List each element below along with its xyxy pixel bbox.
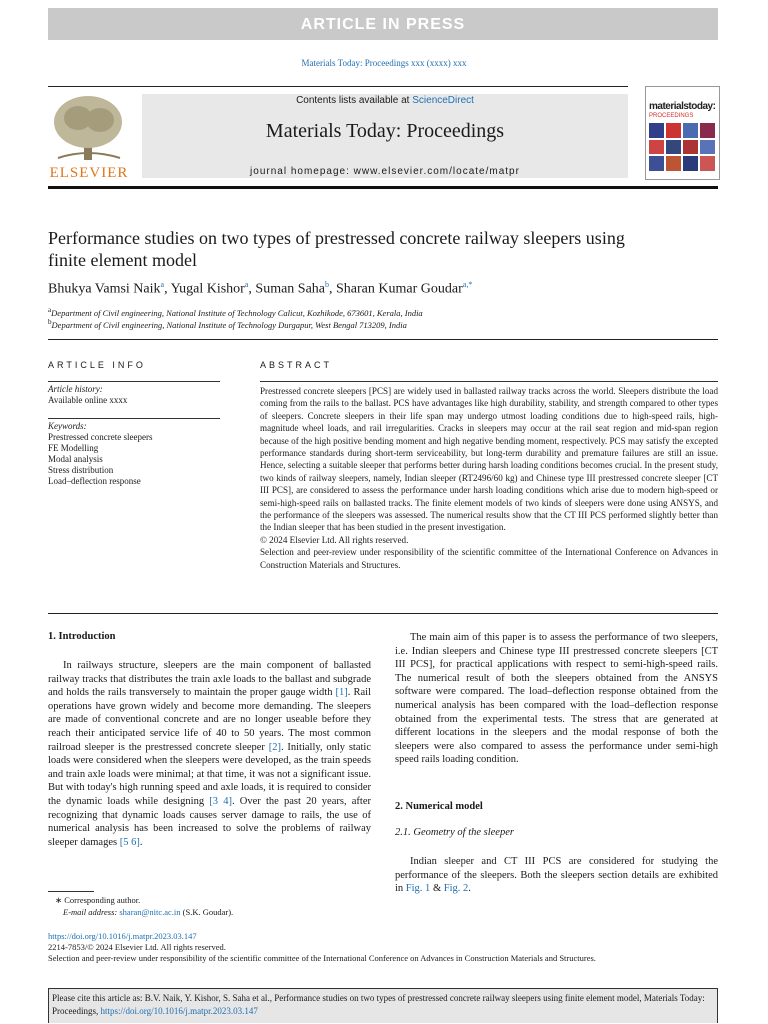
- numerical-text: &: [430, 883, 444, 895]
- section-heading-introduction: 1. Introduction: [48, 631, 116, 642]
- reference-link[interactable]: [2]: [268, 741, 281, 753]
- numerical-paragraph-1: [395, 855, 718, 896]
- journal-citation-link[interactable]: Materials Today: Proceedings xxx (xxxx) xxx: [301, 58, 467, 68]
- numerical-text: Indian sleeper and CT III PCS are considered for studying the performance of the sleepers. Both the sleepers section details are exhibited in: [395, 856, 718, 895]
- intro-text: . Over the past 20 years, after recognizing that dynamic loads causes server damage to rails, the use of numerical analysis has been increased to solve the problems of railway sleeper damages: [48, 795, 371, 848]
- article-info-heading: ARTICLE INFO: [48, 360, 146, 370]
- reference-link[interactable]: [3 4]: [209, 795, 232, 807]
- affiliation-a: [48, 306, 423, 318]
- issn-copyright: 2214-7853/© 2024 Elsevier Ltd. All rights reserved.: [48, 942, 226, 952]
- affiliation-sup: b: [48, 318, 52, 326]
- keyword: Stress distribution: [48, 465, 114, 475]
- subsection-heading-geometry: 2.1. Geometry of the sleeper: [395, 827, 514, 838]
- abstract-body: [260, 385, 718, 571]
- author-affil-sup[interactable]: a,*: [462, 280, 473, 289]
- journal-cover-thumbnail: [645, 86, 720, 180]
- intro-text: . Initially, only static loads were considered when the sleepers were developed, as the train speeds and train axle loads were minimal; at that time, it was not a significant issue. But with today's high running speed and axle loads, it is required to consider the dynamic loads while designing: [48, 741, 371, 807]
- intro-text: In railways structure, sleepers are the main component of ballasted railway tracks that distributes the train axle loads to the ballast and subgrade and holds the rails transversely to maintain the proper gauge width: [48, 660, 371, 699]
- contents-prefix: Contents lists available at: [296, 95, 413, 106]
- numerical-text: .: [468, 883, 471, 895]
- intro-paragraph-1: [48, 659, 371, 849]
- keyword: Modal analysis: [48, 454, 103, 464]
- article-title: Performance studies on two types of prestressed concrete railway sleepers using finite element model: [48, 228, 625, 270]
- doi-link[interactable]: https://doi.org/10.1016/j.matpr.2023.03.147: [48, 931, 197, 941]
- affiliation-b: [48, 318, 407, 330]
- intro-text: . Rail operations have grown widely and become more demanding. The sleepers are made of conventional concrete and are no longer useable before they reach their anticipated service life of 40 to 50 years. The most common railroad sleeper is the prestressed concrete sleeper: [48, 687, 371, 753]
- cite-this-article-text: [52, 992, 716, 1018]
- history-value: Available online xxxx: [48, 395, 128, 405]
- author-affil-sup[interactable]: b: [325, 280, 330, 289]
- journal-title: Materials Today: Proceedings: [265, 120, 505, 142]
- abstract-copyright: © 2024 Elsevier Ltd. All rights reserved.: [260, 534, 409, 545]
- info-rule-1: [48, 381, 220, 382]
- abstract-bottom-rule: [48, 613, 718, 614]
- header-bottom-rule: [48, 186, 718, 189]
- footnote-corr-text: Corresponding author.: [64, 895, 141, 905]
- affiliation-text: Department of Civil engineering, National Institute of Technology Calicut, Kozhikode, 673601, Kerala, India: [51, 307, 423, 318]
- figure-link[interactable]: Fig. 2: [443, 883, 469, 895]
- footnote-corresponding: [55, 895, 140, 906]
- author-list: [48, 280, 718, 298]
- abstract-rule: [260, 381, 718, 382]
- author-separator: ,: [329, 281, 337, 297]
- author-name[interactable]: Yugal Kishor: [170, 281, 245, 297]
- elsevier-wordmark: ELSEVIER: [49, 165, 129, 181]
- cover-title-a: materials: [649, 101, 689, 112]
- article-in-press-banner: ARTICLE IN PRESS: [48, 8, 718, 40]
- footnote-email: [63, 907, 233, 917]
- email-label: E-mail address:: [63, 907, 120, 917]
- cover-title-c: PROCEEDINGS: [649, 113, 694, 119]
- header-top-rule: [48, 86, 628, 87]
- footnote-star: ∗: [55, 895, 65, 905]
- email-owner: (S.K. Goudar).: [180, 907, 234, 917]
- keywords-list: [48, 432, 152, 487]
- author-affil-sup[interactable]: a: [160, 280, 165, 289]
- intro-paragraph-2: [395, 631, 718, 767]
- history-label: Article history:: [48, 384, 103, 394]
- footnote-rule: [48, 891, 94, 892]
- affiliation-sup: a: [48, 306, 52, 314]
- intro-text: .: [139, 836, 143, 848]
- contents-line: [142, 95, 628, 106]
- info-rule-2: [48, 418, 220, 419]
- keyword: Prestressed concrete sleepers: [48, 432, 153, 442]
- cite-text: Please cite this article as: B.V. Naik, Y. Kishor, S. Saha et al., Performance studies on two types of prestressed concrete railway sleepers using finite element model, Materials Today: Proceedings,: [52, 993, 705, 1016]
- abstract-text: Prestressed concrete sleepers [PCS] are widely used in ballasted railway tracks across the world. Sleepers distribute the load coming from the rails to the ballast. PCS have advantages like high durability, stability, and strength compared to other types of sleepers. Concrete sleepers in their life span may undergo utmost loading conditions due to high-speed rails, high-magnitude wheel loads, and rail irregularities. Cracks in sleepers may occur at the rail seat region and mid-span region because of the high positive bending moment and high negative bending moment, respectively. PCS may satisfy the excepted performance standards during short-term serviceability, but long-term durability and premature failures are still an issue. Hence, selecting a suitable sleeper that performs better during harsh loading conditions becomes crucial. In the present study, two kinds of railway sleepers, namely, Indian sleeper (RT2496/60 kg) and Chinese type III prestressed concrete sleeper [CT III PCS], are considered to assess the performance under harsh loading conditions which arise due to modern high-speed or semi-high-speed rails on ballasted tracks. The finite element models of two kinds of sleepers were done using ANSYS, and the performance of the sleepers was assessed. The numerical results show that the CT III PCS performed slightly better than the Indian sleeper that has been studied in the present investigation.: [260, 386, 718, 533]
- author-separator: ,: [248, 281, 256, 297]
- abstract-peer-review: Selection and peer-review under responsibility of the scientific committee of the International Conference on Advances in Construction Materials and Structures.: [260, 547, 718, 570]
- intro-p2-text: The main aim of this paper is to assess the performance of two sleepers, i.e. Indian sleepers and Chinese type III prestressed concrete sleepers [CT III PCS], for practical applications with respect to semi-high-speed rails. The numerical result of both the sleepers obtained from the ANSYS software were compared. The load–deflection response obtained from the numerical analysis has been compared with the load–deflection response obtained from the experimental tests. The stress that are generated at different locations in the sleepers and the modal response of both the sleepers were also compared to assess the performance under semi-high speed rails loading condition.: [395, 632, 718, 766]
- author-name[interactable]: Sharan Kumar Goudar: [336, 281, 463, 297]
- cover-title-b: today:: [688, 101, 716, 112]
- author-affil-sup[interactable]: a: [244, 280, 249, 289]
- figure-link[interactable]: Fig. 1: [405, 883, 431, 895]
- sciencedirect-link[interactable]: ScienceDirect: [412, 95, 474, 106]
- cite-doi-link[interactable]: https://doi.org/10.1016/j.matpr.2023.03.147: [100, 1006, 258, 1016]
- abstract-heading: ABSTRACT: [260, 360, 333, 370]
- section-heading-numerical-model: 2. Numerical model: [395, 801, 483, 812]
- journal-homepage[interactable]: journal homepage: www.elsevier.com/locate/matpr: [250, 166, 520, 177]
- author-name[interactable]: Suman Saha: [255, 281, 326, 297]
- cover-image-grid: [649, 123, 715, 171]
- author-separator: ,: [164, 281, 171, 297]
- reference-link[interactable]: [5 6]: [119, 836, 140, 848]
- keywords-label: Keywords:: [48, 421, 87, 431]
- author-name[interactable]: Bhukya Vamsi Naik: [48, 281, 161, 297]
- title-bottom-rule: [48, 339, 718, 340]
- peer-review-note: Selection and peer-review under responsibility of the scientific committee of the International Conference on Advances in Construction Materials and Structures.: [48, 953, 596, 963]
- keyword: FE Modelling: [48, 443, 99, 453]
- reference-link[interactable]: [1]: [335, 687, 348, 699]
- keyword: Load–deflection response: [48, 476, 141, 486]
- affiliation-text: Department of Civil engineering, National Institute of Technology Durgapur, West Bengal 713209, India: [51, 319, 407, 330]
- email-link[interactable]: sharan@nitc.ac.in: [119, 907, 181, 917]
